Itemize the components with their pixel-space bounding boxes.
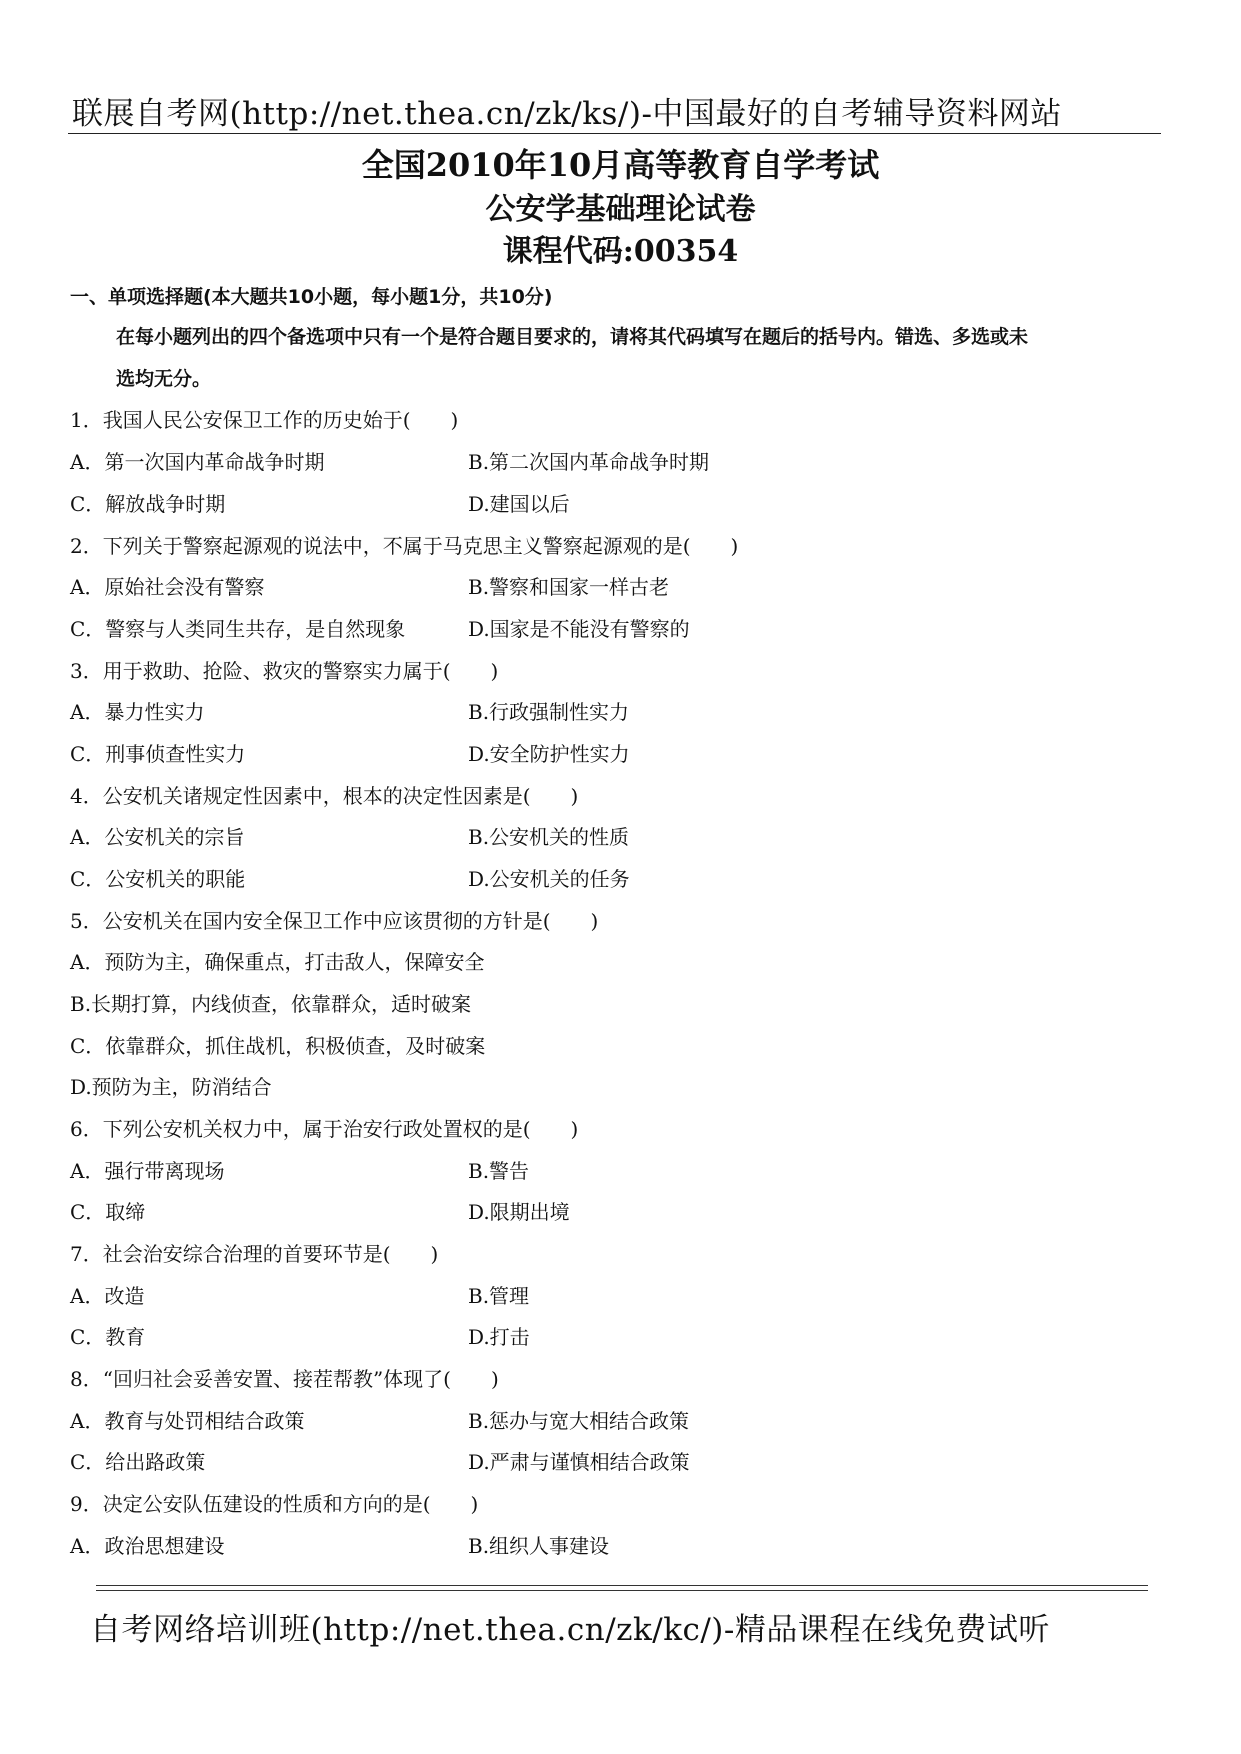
question-stem: 2．下列关于警察起源观的说法中，不属于马克思主义警察起源观的是( ) [70, 534, 739, 558]
option-d: D.限期出境 [468, 1200, 570, 1224]
option-b: B.第二次国内革命战争时期 [468, 450, 710, 474]
footer-divider-bottom [96, 1590, 1148, 1591]
option-b: B.组织人事建设 [468, 1534, 610, 1558]
option-c: C．解放战争时期 [70, 492, 226, 516]
option-c: C．取缔 [70, 1200, 146, 1224]
option-d: D.严肃与谨慎相结合政策 [468, 1450, 690, 1474]
option-c: C．警察与人类同生共存，是自然现象 [70, 617, 406, 641]
option-a: A．暴力性实力 [70, 700, 205, 724]
footer-divider-top [96, 1585, 1148, 1586]
question-stem: 5．公安机关在国内安全保卫工作中应该贯彻的方针是( ) [70, 909, 599, 933]
option-d: D.国家是不能没有警察的 [468, 617, 690, 641]
option-b: B.长期打算，内线侦查，依靠群众，适时破案 [70, 992, 472, 1016]
section-instruction-line2: 选均无分。 [116, 368, 212, 390]
question-stem: 6．下列公安机关权力中，属于治安行政处置权的是( ) [70, 1117, 579, 1141]
option-d: D.公安机关的任务 [468, 867, 630, 891]
course-code: 课程代码:00354 [502, 234, 739, 269]
question-stem: 8．“回归社会妥善安置、接茬帮教”体现了( ) [70, 1367, 499, 1391]
option-d: D.预防为主，防消结合 [70, 1075, 272, 1099]
option-c: C．教育 [70, 1325, 146, 1349]
option-c: C．刑事侦查性实力 [70, 742, 246, 766]
option-d: D.打击 [468, 1325, 530, 1349]
option-c: C．公安机关的职能 [70, 867, 246, 891]
option-a: A．强行带离现场 [70, 1159, 225, 1183]
option-b: B.行政强制性实力 [468, 700, 630, 724]
option-b: B.管理 [468, 1284, 530, 1308]
option-d: D.安全防护性实力 [468, 742, 630, 766]
footer-site-text: 自考网络培训班(http://net.thea.cn/zk/kc/)-精品课程在线免费试听 [90, 1612, 1050, 1648]
question-stem: 9．决定公安队伍建设的性质和方向的是( ) [70, 1492, 479, 1516]
header-site-text: 联展自考网(http://net.thea.cn/zk/ks/)-中国最好的自考辅导资料网站 [72, 96, 1062, 132]
option-b: B.警察和国家一样古老 [468, 575, 670, 599]
option-a: A．原始社会没有警察 [70, 575, 265, 599]
section-instruction-line1: 在每小题列出的四个备选项中只有一个是符合题目要求的，请将其代码填写在题后的括号内。错选、多选或未 [116, 326, 1029, 348]
exam-title: 全国2010年10月高等教育自学考试 [361, 146, 880, 184]
header-divider [68, 133, 1161, 134]
option-b: B.惩办与宽大相结合政策 [468, 1409, 690, 1433]
option-a: A．改造 [70, 1284, 145, 1308]
option-a: A．第一次国内革命战争时期 [70, 450, 325, 474]
option-c: C．给出路政策 [70, 1450, 206, 1474]
exam-subject: 公安学基础理论试卷 [485, 192, 756, 227]
option-b: B.警告 [468, 1159, 530, 1183]
option-a: A．政治思想建设 [70, 1534, 225, 1558]
question-stem: 1．我国人民公安保卫工作的历史始于( ) [70, 408, 459, 432]
option-a: A．公安机关的宗旨 [70, 825, 245, 849]
option-c: C．依靠群众，抓住战机，积极侦查，及时破案 [70, 1034, 486, 1058]
question-stem: 3．用于救助、抢险、救灾的警察实力属于( ) [70, 659, 499, 683]
option-d: D.建国以后 [468, 492, 570, 516]
option-b: B.公安机关的性质 [468, 825, 630, 849]
option-a: A．教育与处罚相结合政策 [70, 1409, 305, 1433]
question-stem: 4．公安机关诸规定性因素中，根本的决定性因素是( ) [70, 784, 579, 808]
question-stem: 7．社会治安综合治理的首要环节是( ) [70, 1242, 439, 1266]
option-a: A．预防为主，确保重点，打击敌人，保障安全 [70, 950, 485, 974]
section-heading: 一、单项选择题(本大题共10小题，每小题1分，共10分) [70, 286, 553, 308]
